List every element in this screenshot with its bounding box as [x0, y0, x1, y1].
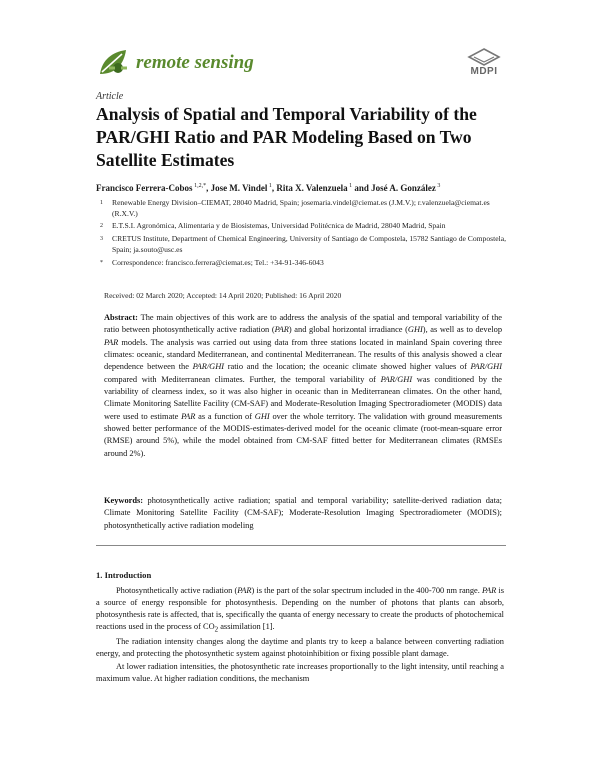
abstract-text: ratio and the location; the oceanic climate showed higher values of	[224, 362, 471, 372]
author-name: Rita X. Valenzuela	[276, 183, 348, 193]
abstract-text: models. The analysis was carried out using data from three stations located in mainland Spain covering three climates: oceanic, standard Mediterranean, and continental Mediterranean. The results of this analysis showed a clear dependence between the	[104, 337, 502, 372]
intro-paragraph	[96, 636, 504, 660]
affiliation-mark: 3	[100, 236, 103, 243]
author-separator: ,	[206, 183, 211, 193]
keywords-text: photosynthetically active radiation; spatial and temporal variability; satellite-derived radiation data; Climate Monitoring Satellite Facility (CM-SAF); Moderate-Resolution Imaging Spectroradiometer (MODIS); photosynthetically active radiation modeling	[104, 496, 502, 530]
article-type: Article	[96, 91, 124, 102]
abstract-text: was conditioned by the variability of clearness index, so it was also higher in oceanic than in Mediterranean climates. On the other hand, Climate Monitoring Satellite Facility (CM-SAF) and Moderate-Resolution Imaging Spectroradiometer (MODIS) data were used to estimate	[104, 374, 503, 421]
author-name: José A. González	[371, 183, 436, 193]
abstract-text: PAR/GHI	[380, 374, 413, 384]
intro-body	[96, 585, 504, 685]
intro-text: PAR	[237, 586, 252, 595]
affiliation-text: E.T.S.I. Agronómica, Alimentaria y de Biosistemas, Universidad Politécnica de Madrid, 28040 Madrid, Spain	[112, 221, 446, 231]
author-affiliation-mark: 1,2,*	[192, 183, 207, 189]
author-name: Jose M. Vindel	[210, 183, 268, 193]
author-affiliation-mark: 3	[435, 183, 441, 189]
abstract-text: GHI	[254, 411, 270, 421]
abstract-text: over the whole territory. The validation with ground measurements showed better performance of the MODIS-estimates-derived model for the oceanic climate (root-mean-square error (RMSE) around 5%), while the model obtained from CM-SAF fitted better for Mediterranean climates (RMSEs around 2%).	[104, 411, 503, 458]
leaf-satellite-icon	[96, 46, 130, 80]
affiliation-list	[96, 198, 516, 270]
paper-title: Analysis of Spatial and Temporal Variability of the PAR/GHI Ratio and PAR Modeling Based on Two Satellite Estimates	[96, 104, 477, 170]
section-divider	[96, 545, 506, 546]
intro-text: At lower radiation intensities, the photosynthetic rate increases proportionally to the light intensity, until reaching a maximum value. At higher radiation conditions, the mechanism	[96, 661, 504, 683]
intro-paragraph	[96, 661, 504, 685]
publisher-name: MDPI	[470, 66, 498, 77]
journal-name: remote sensing	[136, 52, 254, 73]
affiliation-item	[96, 221, 516, 232]
affiliation-text: Correspondence: francisco.ferrera@ciemat.es; Tel.: +34-91-346-6043	[112, 257, 324, 267]
abstract-body	[104, 313, 502, 458]
section-heading: 1. Introduction	[96, 570, 152, 580]
abstract-text: PAR	[274, 325, 289, 335]
affiliation-text: CRETUS Institute, Department of Chemical Engineering, University of Santiago de Compostela, 15782 Santiago de Compostela, Spain; ja.souto@usc.es	[112, 234, 506, 254]
publisher-logo	[462, 48, 506, 77]
abstract-text: PAR	[181, 411, 196, 421]
abstract-text: ), as well as to develop	[422, 325, 503, 335]
abstract-text: ) and global horizontal irradiance (	[288, 325, 408, 335]
author-separator: and	[352, 183, 372, 193]
intro-text: 2	[214, 626, 219, 635]
affiliation-item	[96, 198, 516, 219]
affiliation-mark: 2	[100, 223, 103, 230]
intro-text: The radiation intensity changes along the daytime and plants try to keep a balance between converting radiation energy, and protecting the photosynthetic system against photoinhibition or fixing possible plant damage.	[96, 637, 504, 659]
author-affiliation-mark: 1	[267, 183, 272, 189]
author-name: Francisco Ferrera-Cobos	[96, 183, 193, 193]
intro-paragraph	[96, 585, 504, 636]
affiliation-item	[96, 258, 516, 269]
intro-text: assimilation [1].	[218, 622, 275, 632]
affiliation-text: Renewable Energy Division–CIEMAT, 28040 Madrid, Spain; josemaria.vindel@ciemat.es (J.M.V.); r.valenzuela@ciemat.es (R.X.V.)	[112, 198, 490, 218]
intro-text: PAR	[482, 586, 497, 595]
abstract-label: Abstract:	[104, 313, 138, 322]
author-separator: ,	[271, 183, 277, 193]
keywords	[104, 495, 502, 532]
abstract-text: The main objectives of this work are to address the analysis of the spatial and temporal variability of the ratio between photosynthetically active radiation (	[104, 313, 502, 335]
affiliation-mark: 1	[100, 200, 103, 206]
intro-text: Photosynthetically active radiation (	[116, 586, 238, 595]
keywords-label: Keywords:	[104, 496, 144, 505]
affiliation-mark: *	[100, 259, 103, 266]
abstract-text: PAR	[104, 337, 119, 347]
abstract-text: PAR/GHI	[470, 362, 502, 372]
abstract-text: PAR/GHI	[192, 362, 225, 372]
abstract-text: GHI	[407, 325, 423, 335]
abstract-text: as a function of	[195, 411, 255, 421]
author-affiliation-mark: 1	[347, 183, 353, 189]
intro-text: ) is the part of the solar spectrum included in the 400-700 nm range.	[251, 586, 482, 595]
abstract	[104, 312, 502, 460]
publication-dates: Received: 02 March 2020; Accepted: 14 April 2020; Published: 16 April 2020	[104, 291, 342, 300]
affiliation-item	[96, 234, 516, 255]
abstract-text: compared with Mediterranean climates. Further, the temporal variability of	[104, 374, 381, 384]
author-list	[96, 180, 526, 194]
intro-text: is a source of energy responsible for photosynthesis. Depending on the number of photons that plants can absorb, photosynthesis rate is affected, that is, specifically the quanta of energy necessary to create the products of photochemical reactions used in the process of CO	[96, 586, 504, 632]
journal-header	[96, 44, 254, 82]
